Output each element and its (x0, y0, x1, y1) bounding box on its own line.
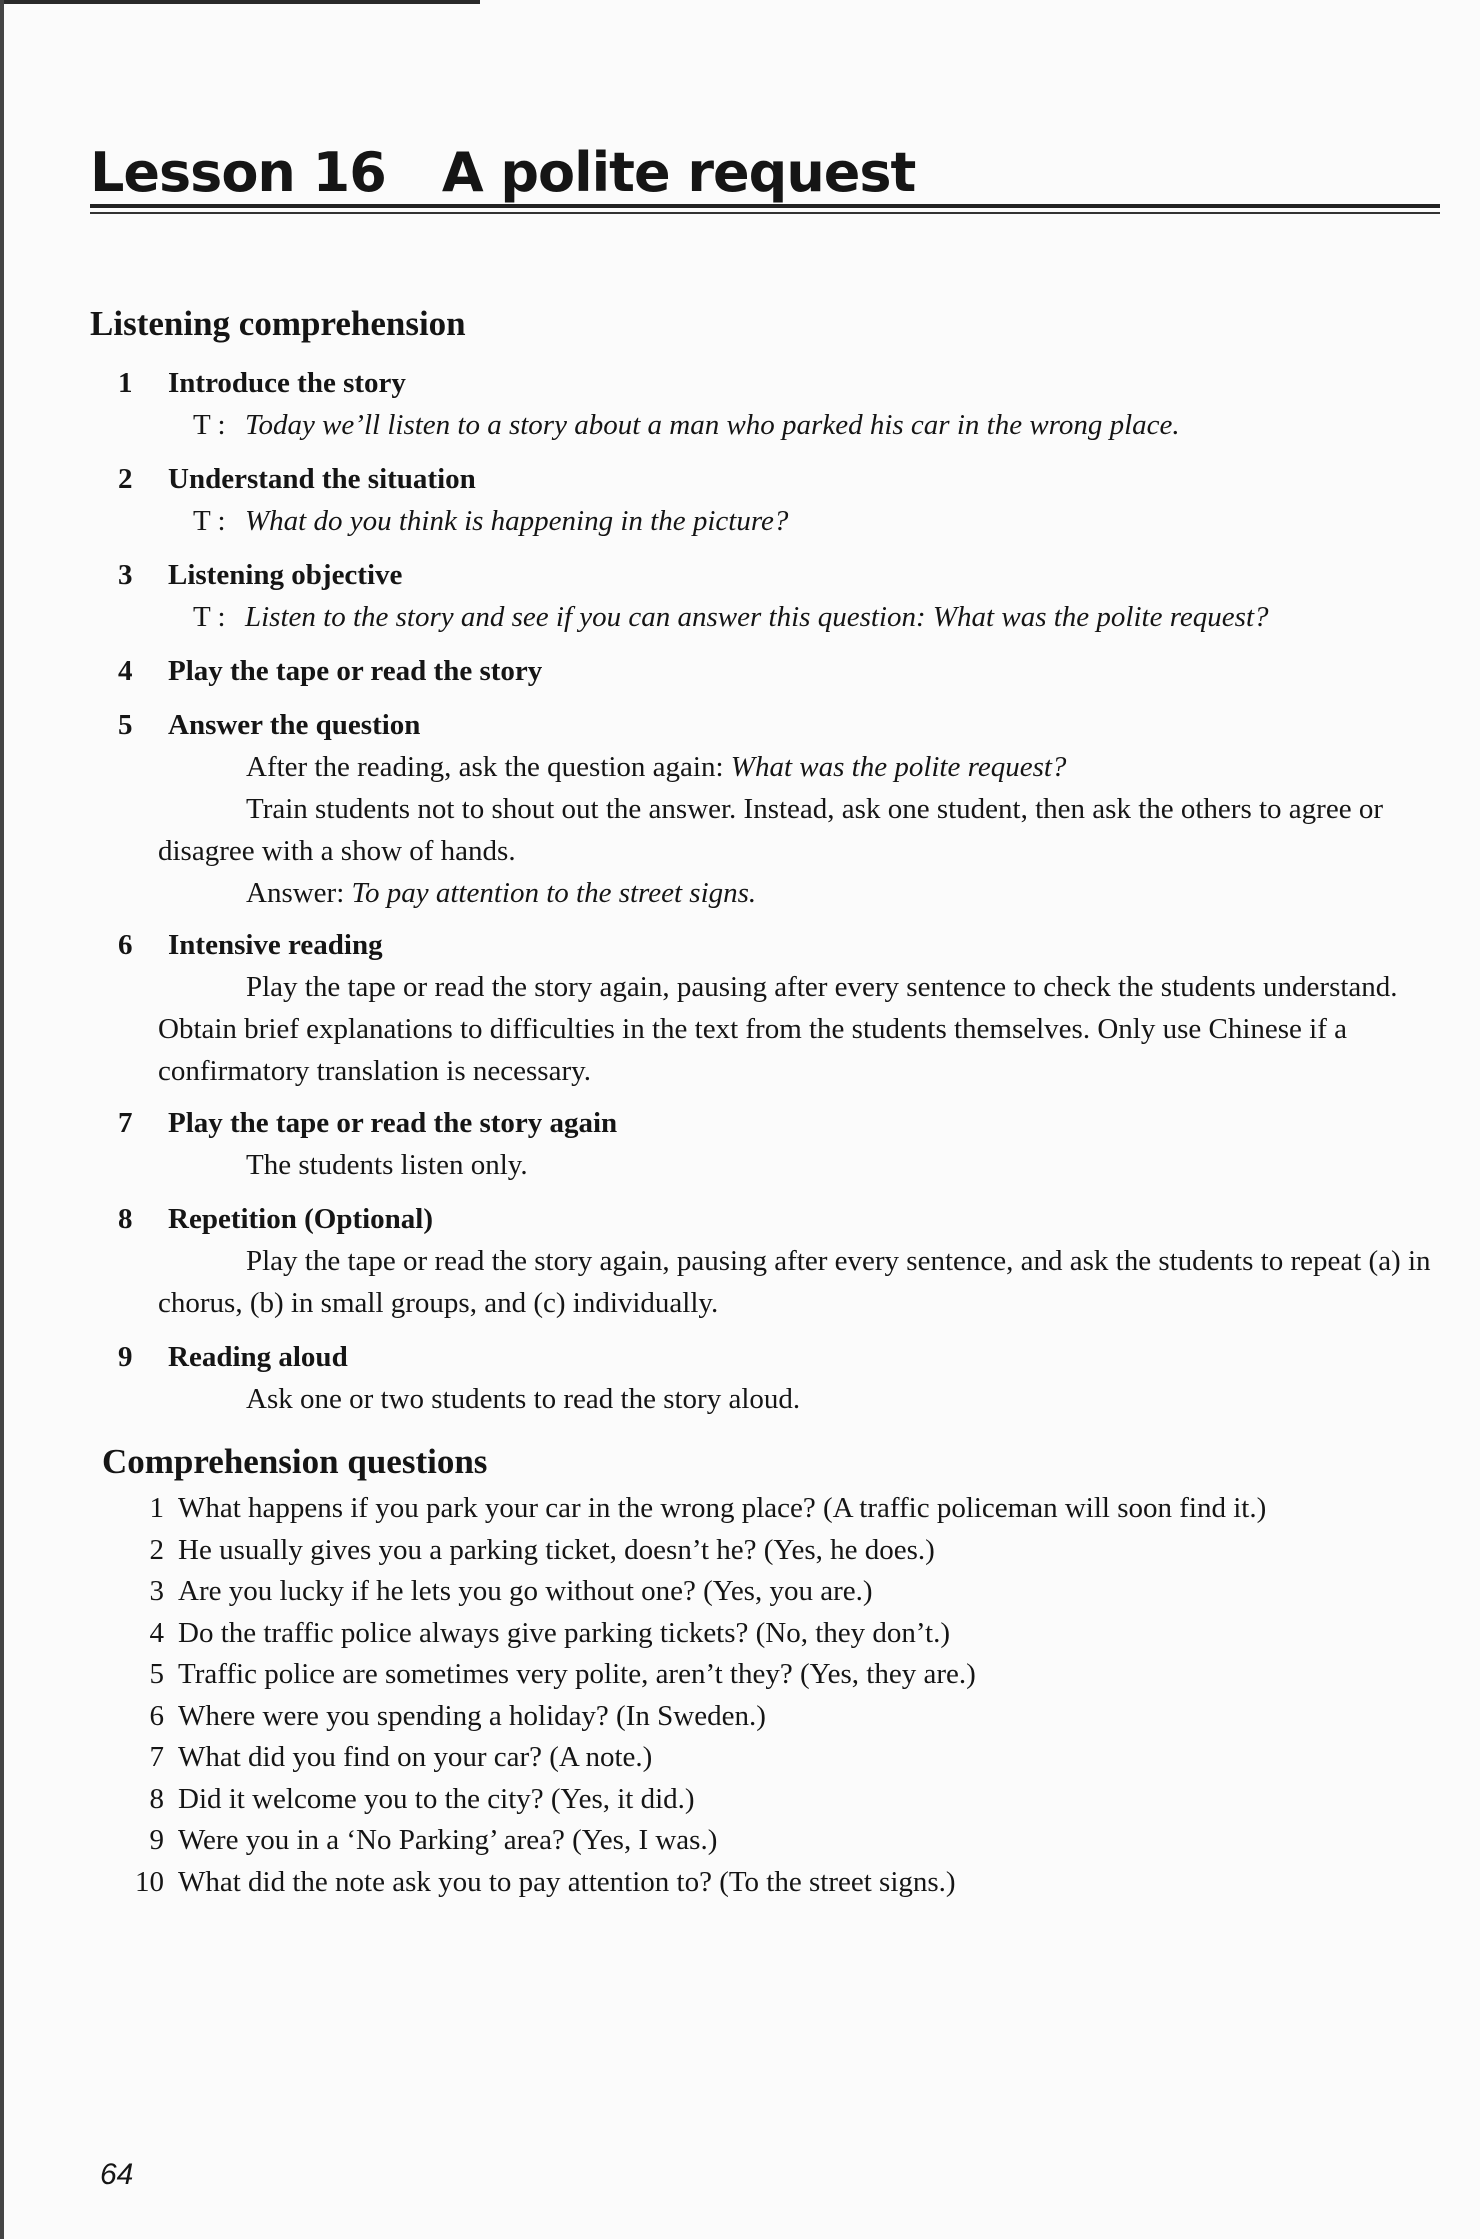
step-number: 8 (118, 1203, 133, 1235)
step-8 (118, 1198, 1438, 1324)
list-item: 1 What happens if you park your car in the wrong place? (A traffic policeman will soon find it.) (149, 1492, 1267, 1524)
list-item: 7 What did you find on your car? (A note.) (149, 1741, 653, 1773)
step-9 (118, 1336, 1438, 1420)
step-number: 7 (118, 1107, 133, 1139)
teacher-label: T : (193, 505, 226, 537)
list-item: 9 Were you in a ‘No Parking’ area? (Yes, I was.) (149, 1824, 718, 1856)
step-heading (118, 554, 1438, 596)
step-4 (118, 650, 1438, 692)
step-paragraph: Play the tape or read the story again, pausing after every sentence to check the students understand. Obtain brief explanations to difficulties in the text from the students themselves. Only use Chinese if a confirmatory translation is necessary. (158, 971, 1398, 1087)
step-heading (118, 1336, 1438, 1378)
step-title: Reading aloud (168, 1341, 348, 1373)
step-paragraph: The students listen only. (246, 1149, 528, 1181)
step-number: 2 (118, 463, 133, 495)
list-item: 8 Did it welcome you to the city? (Yes, it did.) (149, 1782, 695, 1815)
step-heading (118, 704, 1438, 746)
lesson-header (90, 140, 1440, 206)
step-heading (118, 458, 1438, 500)
question-list (116, 1488, 1436, 1903)
scan-edge-left (0, 0, 4, 2239)
step-heading (118, 1198, 1438, 1240)
teacher-text: Listen to the story and see if you can answer this question: What was the polite request? (245, 601, 1269, 633)
step-title: Introduce the story (168, 367, 406, 399)
step-number: 1 (118, 367, 133, 399)
step-title: Repetition (Optional) (168, 1203, 434, 1235)
step-heading (118, 650, 1438, 692)
step-number: 6 (118, 929, 133, 961)
step-paragraph: Train students not to shout out the answer. Instead, ask one student, then ask the others to agree or disagree with a show of hands. (158, 793, 1383, 867)
step-number: 4 (118, 655, 133, 687)
step-title: Play the tape or read the story again (168, 1107, 618, 1139)
step-number: 3 (118, 559, 133, 591)
list-item: 3 Are you lucky if he lets you go without one? (Yes, you are.) (149, 1575, 873, 1607)
step-title: Intensive reading (168, 929, 383, 961)
step-title: Play the tape or read the story (168, 655, 543, 687)
step-3 (118, 554, 1438, 638)
list-item: 10 What did the note ask you to pay attention to? (To the street signs.) (135, 1865, 956, 1898)
teacher-text: Today we’ll listen to a story about a man who parked his car in the wrong place. (245, 409, 1180, 441)
listening-heading: Listening comprehension (90, 304, 466, 343)
list-item: 2 He usually gives you a parking ticket, doesn’t he? (Yes, he does.) (149, 1533, 935, 1566)
step-5 (118, 704, 1438, 914)
lesson-title (90, 140, 1440, 206)
step-paragraph: Ask one or two students to read the story aloud. (246, 1383, 801, 1415)
step-paragraph: Play the tape or read the story again, pausing after every sentence, and ask the students to repeat (a) in chorus, (b) in small groups, and (c) individually. (158, 1245, 1431, 1319)
step-heading (118, 362, 1438, 404)
page-number: 64 (100, 2158, 134, 2191)
scan-edge-top (0, 0, 480, 4)
step-number: 5 (118, 709, 133, 741)
list-item: 5 Traffic police are sometimes very polite, aren’t they? (Yes, they are.) (149, 1658, 976, 1690)
teacher-line (118, 500, 1438, 542)
teacher-label: T : (193, 409, 226, 441)
step-paragraph: Answer: To pay attention to the street signs. (246, 877, 757, 909)
step-heading (118, 924, 1438, 966)
comprehension-heading: Comprehension questions (102, 1442, 488, 1481)
list-item: 4 Do the traffic police always give parking tickets? (No, they don’t.) (149, 1616, 951, 1649)
step-number: 9 (118, 1341, 133, 1373)
lesson-name: A polite request (441, 141, 916, 204)
step-title: Answer the question (168, 709, 421, 741)
lesson-number: Lesson 16 (90, 141, 386, 204)
teacher-line (118, 404, 1438, 446)
title-rule-thick (90, 204, 1440, 208)
title-rule-thin (90, 212, 1440, 214)
step-title: Listening objective (168, 559, 403, 591)
step-6 (118, 924, 1438, 1092)
step-2 (118, 458, 1438, 542)
teacher-label: T : (193, 601, 226, 633)
list-item: 6 Where were you spending a holiday? (In Sweden.) (149, 1699, 766, 1732)
step-1 (118, 362, 1438, 446)
teacher-line (118, 596, 1438, 638)
step-7 (118, 1102, 1438, 1186)
teacher-text: What do you think is happening in the picture? (245, 505, 789, 537)
step-heading (118, 1102, 1438, 1144)
step-paragraph: After the reading, ask the question again: What was the polite request? (246, 751, 1067, 783)
step-title: Understand the situation (168, 463, 476, 495)
